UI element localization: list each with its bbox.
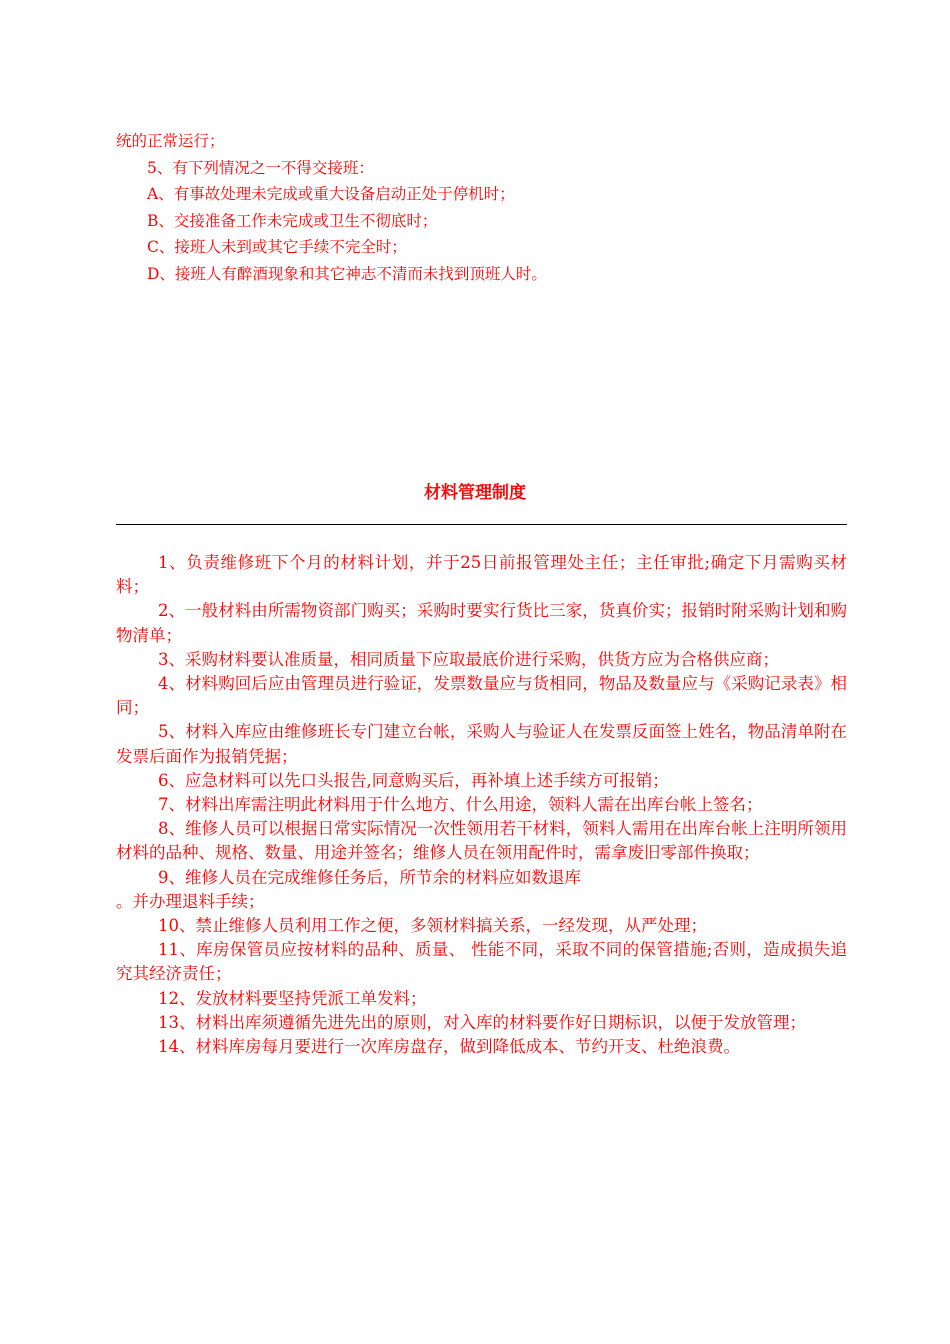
- rule-item-7: 7、材料出库需注明此材料用于什么地方、什么用途，领料人需在出库台帐上签名；: [158, 795, 763, 815]
- rule-item-13: 13、材料出库须遵循先进先出的原则，对入库的材料要作好日期标识，以便于发放管理；: [158, 1012, 806, 1032]
- rule-item-9-continued: 。并办理退料手续；: [116, 891, 265, 911]
- handover-rule-c: C、接班人未到或其它手续不完全时；: [147, 238, 407, 256]
- handover-rule-heading: 5、有下列情况之一不得交接班：: [147, 158, 374, 177]
- title-divider: [116, 524, 847, 525]
- section-body: [116, 551, 847, 1059]
- rule-item-9: 9、维修人员在完成维修任务后，所节余的材料应如数退库: [158, 867, 581, 887]
- section-title: 材料管理制度: [424, 483, 526, 503]
- rule-item-6: 6、应急材料可以先口头报告,同意购买后，再补填上述手续方可报销；: [158, 770, 669, 790]
- rule-item-11: 11、库房保管员应按材料的品种、质量、 性能不同，采取不同的保管措施;否则，造成损失追究其经济责任；: [116, 940, 847, 984]
- rule-item-3: 3、采购材料要认准质量，相同质量下应取最底价进行采购，供货方应为合格供应商；: [158, 649, 779, 669]
- handover-rule-a: A、有事故处理未完成或重大设备启动正处于停机时；: [147, 185, 515, 203]
- continued-line: 统的正常运行；: [116, 132, 225, 150]
- rule-item-5: 5、材料入库应由维修班长专门建立台帐，采购人与验证人在发票反面签上姓名，物品清单附在发票后面作为报销凭据；: [116, 722, 847, 766]
- handover-rule-d: D、接班人有醉酒现象和其它神志不清而未找到顶班人时。: [147, 264, 547, 283]
- rule-item-10: 10、禁止维修人员利用工作之便，多领材料搞关系，一经发现，从严处理；: [158, 916, 707, 936]
- handover-rule-b: B、交接准备工作未完成或卫生不彻底时；: [147, 211, 438, 230]
- rule-item-12: 12、发放材料要坚持凭派工单发料；: [158, 988, 427, 1008]
- rule-item-8: 8、维修人员可以根据日常实际情况一次性领用若干材料，领料人需用在出库台帐上注明所领用材料的品种、规格、数量、用途并签名；维修人员在领用配件时，需拿废旧零部件换取；: [116, 819, 847, 863]
- continued-text: [116, 128, 851, 287]
- rule-item-1: 1、负责维修班下个月的材料计划，并于25日前报管理处主任；主任审批;确定下月需购买材料；: [116, 553, 847, 597]
- rule-item-14: 14、材料库房每月要进行一次库房盘存，做到降低成本、节约开支、杜绝浪费。: [158, 1037, 740, 1057]
- rule-item-2: 2、一般材料由所需物资部门购买；采购时要实行货比三家，货真价实；报销时附采购计划和购物清单；: [116, 601, 847, 645]
- rule-item-4: 4、材料购回后应由管理员进行验证，发票数量应与货相同，物品及数量应与《采购记录表》相同；: [116, 674, 847, 718]
